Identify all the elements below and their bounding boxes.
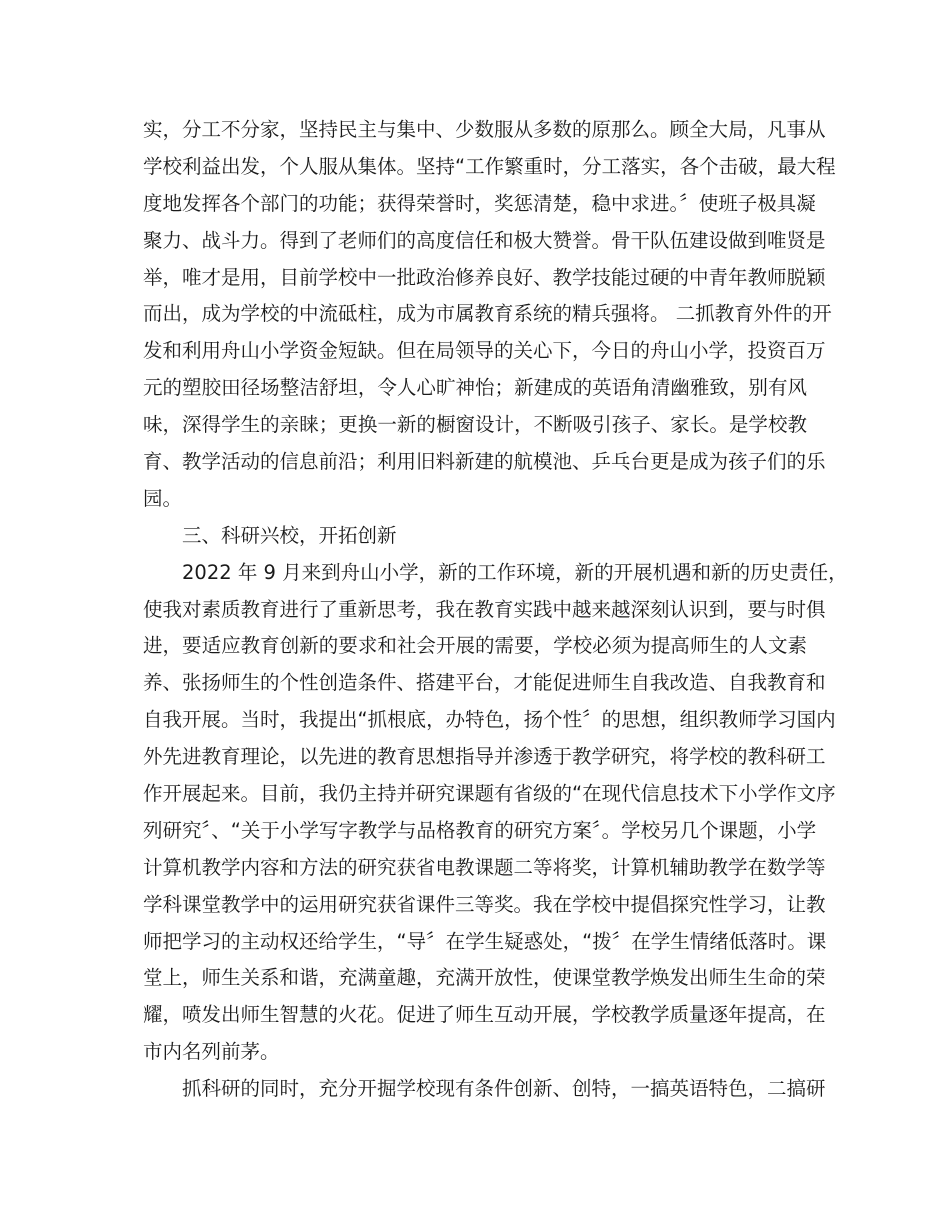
text-line: 聚力、战斗力。得到了老师们的高度信任和极大赞誉。骨干队伍建设做到唯贤是 — [143, 228, 826, 252]
text-line: 发和利用舟山小学资金短缺。但在局领导的关心下，今日的舟山小学，投资百万 — [143, 339, 826, 363]
text-line: 列研究〞、“关于小学写字教学与品格教育的研究方案〞。学校另几个课题，小学 — [143, 818, 817, 842]
text-line: 计算机教学内容和方法的研究获省电教课题二等将奖，计算机辅助教学在数学等 — [143, 855, 826, 879]
text-line: 抓科研的同时，充分开掘学校现有条件创新、创特，一搞英语特色，二搞研 — [182, 1077, 826, 1101]
text-line: 味，深得学生的亲睐；更换一新的橱窗设计，不断吸引孩子、家长。是学校教 — [143, 413, 807, 437]
section-heading: 三、科研兴校，开拓创新 — [182, 523, 397, 547]
text-line: 师把学习的主动权还给学生，“导〞在学生疑惑处，“拨〞在学生情绪低落时。课 — [143, 929, 827, 953]
text-line: 2022 年 9 月来到舟山小学，新的工作环境，新的开展机遇和新的历史责任， — [182, 560, 848, 584]
text-line: 耀，喷发出师生智慧的火花。促进了师生互动开展，学校教学质量逐年提高，在 — [143, 1003, 826, 1027]
text-line: 实，分工不分家，坚持民主与集中、少数服从多数的原那么。顾全大局，凡事从 — [143, 118, 826, 141]
text-line: 堂上，师生关系和谐，充满童趣，充满开放性，使课堂教学焕发出师生生命的荣 — [143, 966, 826, 990]
text-line: 度地发挥各个部门的功能；获得荣誉时，奖惩清楚，稳中求进。〞使班子极具凝 — [143, 191, 816, 215]
text-line: 学校利益出发，个人服从集体。坚持“工作繁重时，分工落实，各个击破，最大程 — [143, 154, 836, 178]
text-line: 外先进教育理论，以先进的教育思想指导并渗透于教学研究，将学校的教科研工 — [143, 745, 826, 769]
text-line: 进，要适应教育创新的要求和社会开展的需要，学校必须为提高师生的人文素 — [143, 634, 807, 658]
text-line: 作开展起来。目前，我仍主持并研究课题有省级的“在现代信息技术下小学作文序 — [143, 782, 836, 806]
text-line: 养、张扬师生的个性创造条件、搭建平台，才能促进师生自我改造、自我教育和 — [143, 671, 826, 695]
text-line: 元的塑胶田径场整洁舒坦，令人心旷神怡；新建成的英语角清幽雅致，别有风 — [143, 376, 807, 400]
text-line: 育、教学活动的信息前沿；利用旧料新建的航模池、乒乓台更是成为孩子们的乐 — [143, 450, 826, 474]
document-body — [143, 112, 848, 1108]
text-line: 自我开展。当时，我提出“抓根底，办特色，扬个性〞的思想，组织教师学习国内 — [143, 708, 836, 732]
text-line: 园。 — [143, 486, 183, 510]
text-line: 举，唯才是用，目前学校中一批政治修养良好、教学技能过硬的中青年教师脱颖 — [143, 265, 826, 289]
text-line: 而出，成为学校的中流砥柱，成为市属教育系统的精兵强将。 二抓教育外件的开 — [143, 302, 832, 326]
text-line: 市内名列前茅。 — [143, 1040, 280, 1064]
text-line: 使我对素质教育进行了重新思考，我在教育实践中越来越深刻认识到，要与时俱 — [143, 597, 826, 621]
text-line: 学科课堂教学中的运用研究获省课件三等奖。我在学校中提倡探究性学习，让教 — [143, 892, 826, 916]
